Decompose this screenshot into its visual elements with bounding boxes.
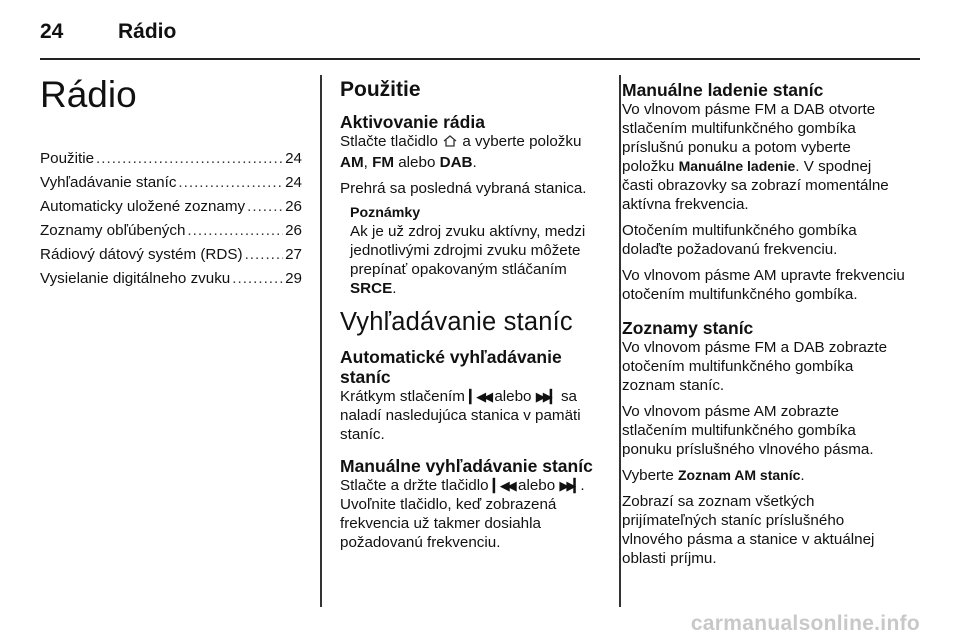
paragraph-last-station: Prehrá sa posledná vybraná stanica. (340, 180, 587, 197)
key-am: AM (340, 154, 364, 171)
key-dab: DAB (439, 154, 473, 171)
toc-column (40, 68, 302, 294)
note-box (350, 205, 603, 298)
seek-back-icon: ▎◀◀ (469, 389, 491, 404)
toc-entry[interactable] (40, 222, 302, 246)
note-heading: Poznámky (350, 205, 421, 221)
toc-entry[interactable] (40, 270, 302, 294)
column-divider-1 (320, 75, 322, 607)
toc-leader (245, 246, 284, 263)
subheading-station-lists: Zoznamy staníc (622, 318, 754, 338)
home-icon (442, 134, 458, 153)
toc-entry-label: Vyhľadávanie staníc (40, 174, 177, 191)
text: . Uvoľnite tlačidlo, keď zobrazená frekvencia už takmer dosiahla požadovanú frekvenciu. (340, 477, 585, 551)
toc-entry-label: Zoznamy obľúbených (40, 222, 186, 239)
note-text: Ak je už zdroj zvuku aktívny, medzi jednotlivými zdrojmi zvuku môžete prepínať opakovaným stláčaním (350, 223, 586, 278)
toc-entry-label: Automaticky uložené zoznamy (40, 198, 246, 215)
right-column (622, 68, 906, 575)
text: Stlačte tlačidlo (340, 133, 443, 150)
section-heading-search: Vyhľadávanie staníc (340, 308, 573, 336)
seek-back-icon: ▎◀◀ (492, 478, 514, 493)
toc-entry[interactable] (40, 174, 302, 198)
text: . (472, 154, 477, 171)
toc-leader (247, 198, 283, 215)
text: sa naladí nasledujúca stanica v pamäti staníc. (340, 388, 581, 443)
text: Vyberte (622, 467, 678, 484)
section-heading-usage: Použitie (340, 78, 421, 101)
toc-leader (232, 270, 283, 287)
chapter-title: Rádio (40, 74, 137, 115)
text: alebo (394, 154, 440, 171)
seek-forward-icon: ▶▶▎ (535, 389, 557, 404)
key-srce: SRCE (350, 280, 393, 297)
key-fm: FM (372, 154, 395, 171)
toc-leader (178, 174, 283, 191)
text: . V spodnej časti obrazovky sa zobrazí momentálne aktívna frekvencia. (622, 158, 889, 213)
text: Krátkym stlačením (340, 388, 470, 405)
paragraph-lists-3 (622, 466, 906, 485)
paragraph-activate (340, 132, 603, 172)
toc-entry-page: 24 (285, 174, 302, 191)
text: a vyberte položku (458, 133, 582, 150)
paragraph-am-tune: Vo vlnovom pásme AM upravte frekvenciu otočením multifunkčného gombíka. (622, 267, 905, 303)
toc-leader (187, 222, 283, 239)
subheading-manual-search: Manuálne vyhľadávanie staníc (340, 456, 593, 476)
paragraph-lists-1: Vo vlnovom pásme FM a DAB zobrazte otočením multifunkčného gombíka zoznam staníc. (622, 339, 888, 394)
toc-entry-page: 24 (285, 150, 302, 167)
paragraph-manual-search (340, 476, 603, 552)
toc-entry[interactable] (40, 198, 302, 222)
toc-entry-page: 26 (285, 222, 302, 239)
column-divider-2 (619, 75, 621, 607)
toc-entry-label: Rádiový dátový systém (RDS) (40, 246, 243, 263)
text: alebo (513, 477, 560, 494)
paragraph-lists-4: Zobrazí sa zoznam všetkých prijímateľných staníc príslušného vlnového pásma a stanice v aktuálnej oblasti príjmu. (622, 493, 875, 567)
toc-entry-page: 29 (285, 270, 302, 287)
paragraph-fine-tune: Otočením multifunkčného gombíka dolaďte požadovanú frekvenciu. (622, 222, 857, 258)
toc-entry[interactable] (40, 246, 302, 270)
text: , (363, 154, 373, 171)
text: . (392, 280, 397, 297)
toc-entry-label: Vysielanie digitálneho zvuku (40, 270, 231, 287)
text: . (800, 467, 805, 484)
text: Stlačte a držte tlačidlo (340, 477, 493, 494)
toc-entry-page: 26 (285, 198, 302, 215)
subheading-manual-tuning: Manuálne ladenie staníc (622, 80, 824, 100)
toc-leader (96, 150, 283, 167)
watermark-footer: carmanualsonline.info (690, 612, 920, 635)
menu-item-manual-tuning: Manuálne ladenie (678, 158, 796, 174)
subheading-activate-radio: Aktivovanie rádia (340, 112, 485, 132)
menu-item-am-list: Zoznam AM staníc (678, 467, 801, 483)
toc-entry-page: 27 (285, 246, 302, 263)
paragraph-manual-tuning (622, 100, 906, 214)
toc-entry-label: Použitie (40, 150, 95, 167)
paragraph-auto-search (340, 387, 603, 444)
paragraph-lists-2: Vo vlnovom pásme AM zobrazte stlačením multifunkčného gombíka ponuku príslušného vlnového pásma. (622, 403, 874, 458)
running-header-title: Rádio (118, 20, 177, 43)
table-of-contents (40, 150, 302, 294)
page-number: 24 (40, 20, 64, 43)
middle-column (340, 68, 603, 559)
toc-entry[interactable] (40, 150, 302, 174)
text: Vo vlnovom pásme FM a DAB otvorte stlačením multifunkčného gombíka príslušnú ponuku a potom vyberte položku (622, 101, 876, 175)
seek-forward-icon: ▶▶▎ (559, 478, 581, 493)
subheading-auto-search: Automatické vyhľadávanie staníc (340, 347, 562, 387)
text: alebo (490, 388, 536, 405)
header-rule (40, 58, 920, 60)
